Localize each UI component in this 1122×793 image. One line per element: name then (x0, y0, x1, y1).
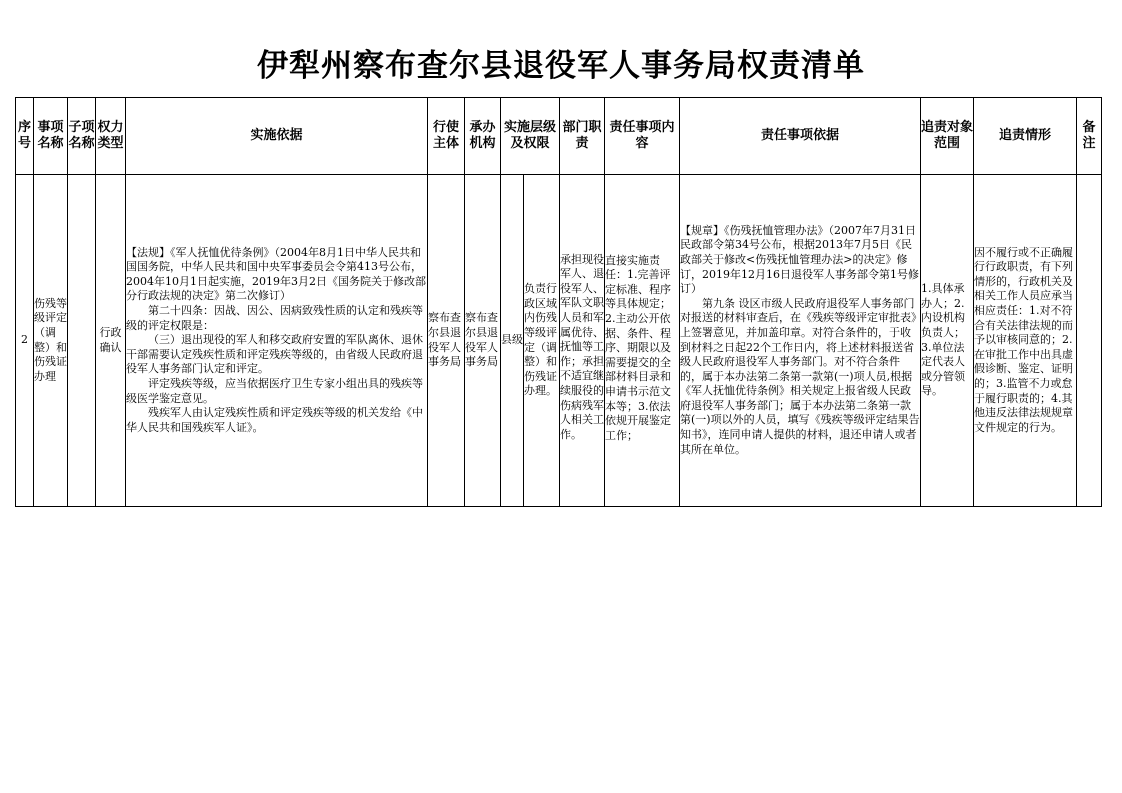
header-basis: 实施依据 (126, 98, 428, 175)
cell-resp-content: 直接实施责任：1.完善评定标准、程序等具体规定；2.主动公开依据、条件、程序、期限以及需要提交的全部材料目录和申请书示范文本等；3.依法依规开展鉴定工作； (605, 175, 680, 507)
cell-seq: 2 (16, 175, 34, 507)
header-power-type: 权力类型 (96, 98, 126, 175)
header-liability-case: 追责情形 (974, 98, 1077, 175)
header-liability-scope: 追责对象范围 (921, 98, 974, 175)
header-remark: 备注 (1077, 98, 1102, 175)
cell-power-type: 行政确认 (96, 175, 126, 507)
cell-level: 县级 (501, 175, 524, 507)
basis-paragraph: （三）退出现役的军人和移交政府安置的军队离休、退休干部需要认定残疾性质和评定残疾等级的，由省级人民政府退役军人事务部门认定和评定。 (126, 333, 423, 376)
cell-liability-case: 因不履行或不正确履行行政职责，有下列情形的，行政机关及相关工作人员应承当相应责任：1.对不符合有关法律法规的而予以审核同意的；2.在审批工作中出具虚假诊断、鉴定、证明的；3.监管不力或怠于履行职责的；4.其他违反法律法规规章文件规定的行为。 (974, 175, 1077, 507)
page-title: 伊犁州察布查尔县退役军人事务局权责清单 (257, 48, 865, 84)
header-resp-basis: 责任事项依据 (680, 98, 921, 175)
header-item-name: 事项名称 (34, 98, 68, 175)
cell-item-name: 伤残等级评定（调整）和伤残证办理 (34, 175, 68, 507)
cell-remark (1077, 175, 1102, 507)
basis-paragraph: 评定残疾等级，应当依据医疗卫生专家小组出具的残疾等级医学鉴定意见。 (126, 376, 423, 405)
cell-sub-item (68, 175, 96, 507)
cell-organ: 察布查尔县退役军人事务局 (465, 175, 501, 507)
basis-paragraph: 【法规】《军人抚恤优待条例》（2004年8月1日中华人民共和国国务院，中华人民共和国中央军事委员会令第413号公布，2004年10月1日起实施，2019年3月2日《国务院关于修改部分行政法规的决定》第二次修订） (126, 245, 426, 303)
responsibility-table (15, 97, 1102, 507)
basis-paragraph: 残疾军人由认定残疾性质和评定残疾等级的机关发给《中华人民共和国残疾军人证》。 (126, 406, 423, 434)
table-row (16, 175, 1102, 507)
resp-basis-paragraph: 【规章】《伤残抚恤管理办法》（2007年7月31日民政部令第34号公布，根据2013年7月5日《民政部关于修改<伤残抚恤管理办法>的决定》修订，2019年12月16日退役军人事务部令第1号修订） (680, 223, 920, 296)
resp-basis-paragraph: 第九条 设区市级人民政府退役军人事务部门对报送的材料审查后，在《残疾等级评定审批表》上签署意见，并加盖印章。对符合条件的，于收到材料之日起22个工作日内，将上述材料报送省级人民政府退役军人事务部门。对不符合条件的，属于本办法第二条第一款第(一)项人员,根据《军人抚恤优待条例》相关规定上报省级人民政府退役军人事务部门；属于本办法第二条第一款第(一)项以外的人员，填写《残疾等级评定结果告知书》，连同申请人提供的材料，退还申请人或者其所在单位。 (680, 296, 920, 456)
header-sub-item: 子项名称 (68, 98, 96, 175)
header-subject: 行使主体 (428, 98, 465, 175)
header-organ: 承办机构 (465, 98, 501, 175)
header-dept-duty: 部门职责 (560, 98, 605, 175)
cell-basis (126, 175, 428, 507)
table-header (16, 98, 1102, 175)
header-resp-content: 责任事项内容 (605, 98, 680, 175)
cell-dept-duty: 承担现役军人、退役军人、军队文职人员和军属优待、抚恤等工作；承担不适宜继续服役的伤病残军人相关工作。 (560, 175, 605, 507)
header-level: 实施层级及权限 (501, 98, 560, 175)
cell-liability-scope: 1.具体承办人；2.内设机构负责人；3.单位法定代表人或分管领导。 (921, 175, 974, 507)
header-seq: 序号 (16, 98, 34, 175)
cell-subject: 察布查尔县退役军人事务局 (428, 175, 465, 507)
cell-resp-basis (680, 175, 921, 507)
cell-level-authority: 负责行政区域内伤残等级评定（调整）和伤残证办理。 (524, 175, 560, 507)
basis-paragraph: 第二十四条：因战、因公、因病致残性质的认定和残疾等级的评定权限是： (126, 304, 423, 332)
